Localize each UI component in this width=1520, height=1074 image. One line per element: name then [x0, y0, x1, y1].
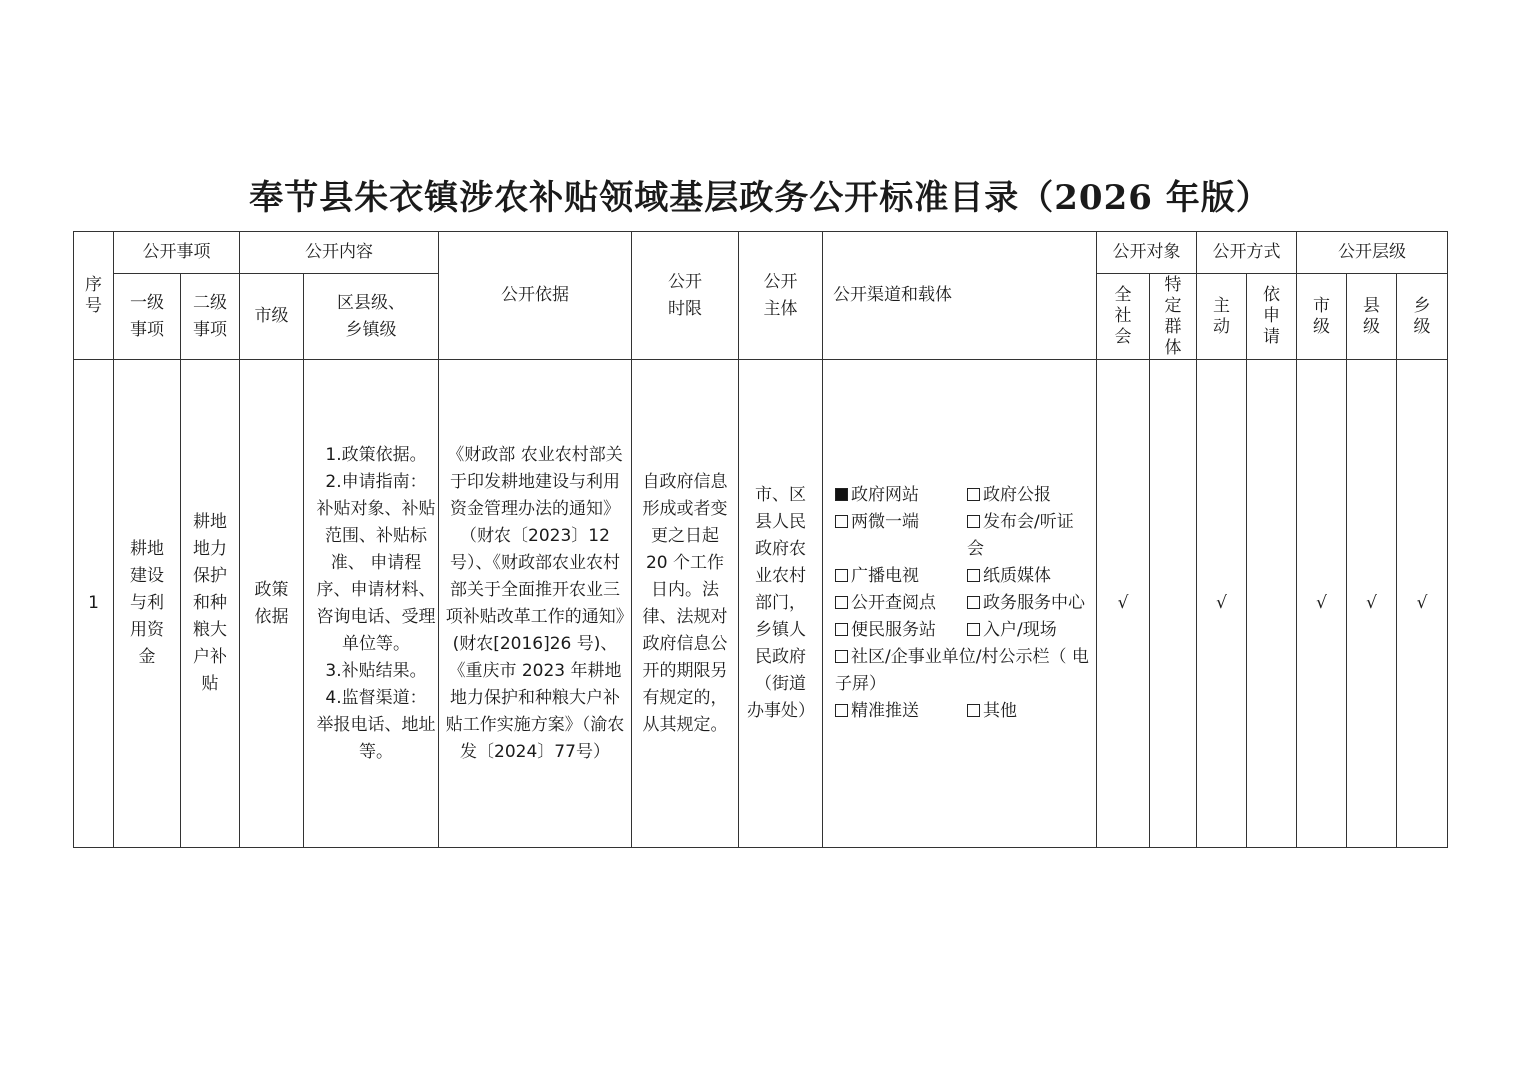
checkbox-icon	[835, 596, 848, 609]
cell-whole-society: √	[1097, 360, 1150, 848]
cell-tier-county: √	[1347, 360, 1397, 848]
channel-item	[967, 563, 1090, 590]
checkbox-icon	[967, 623, 980, 636]
header-tier-county: 县级	[1347, 274, 1397, 360]
cell-content-district	[304, 360, 439, 848]
checkbox-icon	[835, 650, 848, 663]
header-channels: 公开渠道和载体	[823, 232, 1097, 360]
cell-tier-town: √	[1397, 360, 1448, 848]
channel-row	[835, 644, 1090, 698]
channel-row	[835, 698, 1090, 725]
cell-level2: 耕地地力保护和种粮大户补贴	[181, 360, 240, 848]
page-title: 奉节县朱衣镇涉农补贴领域基层政务公开标准目录（2026 年版）	[249, 178, 1271, 218]
channel-row	[835, 482, 1090, 509]
header-on-request: 依申请	[1247, 274, 1297, 360]
checkbox-icon	[967, 515, 980, 528]
header-audience: 公开对象	[1097, 232, 1197, 274]
checkbox-icon	[835, 623, 848, 636]
header-time-limit: 公开时限	[632, 232, 739, 360]
cell-time-limit: 自政府信息形成或者变更之日起 20 个工作日内。法律、法规对政府信息公开的期限另有规定的，从其规定。	[632, 360, 739, 848]
table-row	[74, 360, 1448, 848]
channel-list	[823, 482, 1096, 725]
cell-tier-city: √	[1297, 360, 1347, 848]
header-level1: 一级事项	[114, 274, 181, 360]
content-line: 3.补贴结果。	[325, 660, 427, 681]
channel-item	[967, 698, 1090, 725]
channel-item	[967, 509, 1090, 563]
header-basis: 公开依据	[439, 232, 632, 360]
cell-basis: 《财政部 农业农村部关于印发耕地建设与利用资金管理办法的通知》（财农〔2023〕12 号）、《财政部农业农村部关于全面推开农业三项补贴改革工作的通知》(财农[2016]26 号)、《重庆市 2023 年耕地地力保护和种粮大户补贴工作实施方案》（渝农发〔2024〕77号）	[439, 360, 632, 848]
header-subject: 公开主体	[739, 232, 823, 360]
channel-item	[967, 590, 1090, 617]
header-method: 公开方式	[1197, 232, 1297, 274]
channel-label: 精准推送	[851, 701, 919, 721]
catalog-table	[73, 231, 1448, 848]
channel-label: 便民服务站	[851, 620, 936, 640]
channel-row	[835, 563, 1090, 590]
checkbox-icon	[967, 596, 980, 609]
channel-label: 政府网站	[851, 485, 919, 505]
checkbox-icon	[835, 704, 848, 717]
cell-content-city: 政策依据	[240, 360, 304, 848]
channel-row	[835, 617, 1090, 644]
channel-label: 政府公报	[983, 485, 1051, 505]
channel-label: 社区/企事业单位/村公示栏（ 电子屏）	[835, 647, 1089, 694]
header-tier-city: 市级	[1297, 274, 1347, 360]
checkbox-icon	[835, 515, 848, 528]
channel-label: 入户/现场	[983, 620, 1057, 640]
channel-item	[835, 590, 967, 617]
channel-item	[835, 509, 967, 563]
channel-label: 发布会/听证会	[967, 512, 1074, 559]
header-seq: 序号	[74, 232, 114, 360]
channel-item	[967, 482, 1090, 509]
header-district: 区县级、乡镇级	[304, 274, 439, 360]
cell-on-request	[1247, 360, 1297, 848]
header-tier-town: 乡级	[1397, 274, 1448, 360]
cell-level1: 耕地建设与利用资金	[114, 360, 181, 848]
channel-label: 公开查阅点	[851, 593, 936, 613]
channel-item	[835, 617, 967, 644]
cell-subject: 市、区县人民政府农业农村部门，乡镇人民政府（街道办事处）	[739, 360, 823, 848]
checkbox-icon	[835, 569, 848, 582]
content-line: 2.申请指南：	[325, 471, 427, 492]
channel-item	[835, 698, 967, 725]
channel-row	[835, 590, 1090, 617]
checked-box-icon	[835, 488, 848, 501]
channel-label: 纸质媒体	[983, 566, 1051, 586]
header-content: 公开内容	[240, 232, 439, 274]
channel-label: 两微一端	[851, 512, 919, 532]
checkbox-icon	[967, 569, 980, 582]
checkbox-icon	[967, 704, 980, 717]
header-row-1	[74, 232, 1448, 274]
content-line: 补贴对象、补贴范围、补贴标准、 申请程序、申请材料、咨询电话、受理单位等。	[316, 498, 436, 654]
cell-active: √	[1197, 360, 1247, 848]
header-level2: 二级事项	[181, 274, 240, 360]
channel-label: 政务服务中心	[983, 593, 1085, 613]
content-line: 4.监督渠道：	[325, 687, 427, 708]
header-city: 市级	[240, 274, 304, 360]
cell-channels	[823, 360, 1097, 848]
channel-label: 广播电视	[851, 566, 919, 586]
channel-row	[835, 509, 1090, 563]
header-tier: 公开层级	[1297, 232, 1448, 274]
cell-seq: 1	[74, 360, 114, 848]
header-matters: 公开事项	[114, 232, 240, 274]
cell-specific-group	[1150, 360, 1197, 848]
channel-item	[967, 617, 1090, 644]
channel-item	[835, 563, 967, 590]
channel-item	[835, 644, 1090, 698]
header-whole-society: 全社会	[1097, 274, 1150, 360]
channel-label: 其他	[983, 701, 1017, 721]
content-line: 举报电话、地址等。	[316, 714, 436, 762]
header-specific-group: 特定群体	[1150, 274, 1197, 360]
content-line: 1.政策依据。	[325, 444, 427, 465]
checkbox-icon	[967, 488, 980, 501]
channel-item	[835, 482, 967, 509]
header-active: 主动	[1197, 274, 1247, 360]
